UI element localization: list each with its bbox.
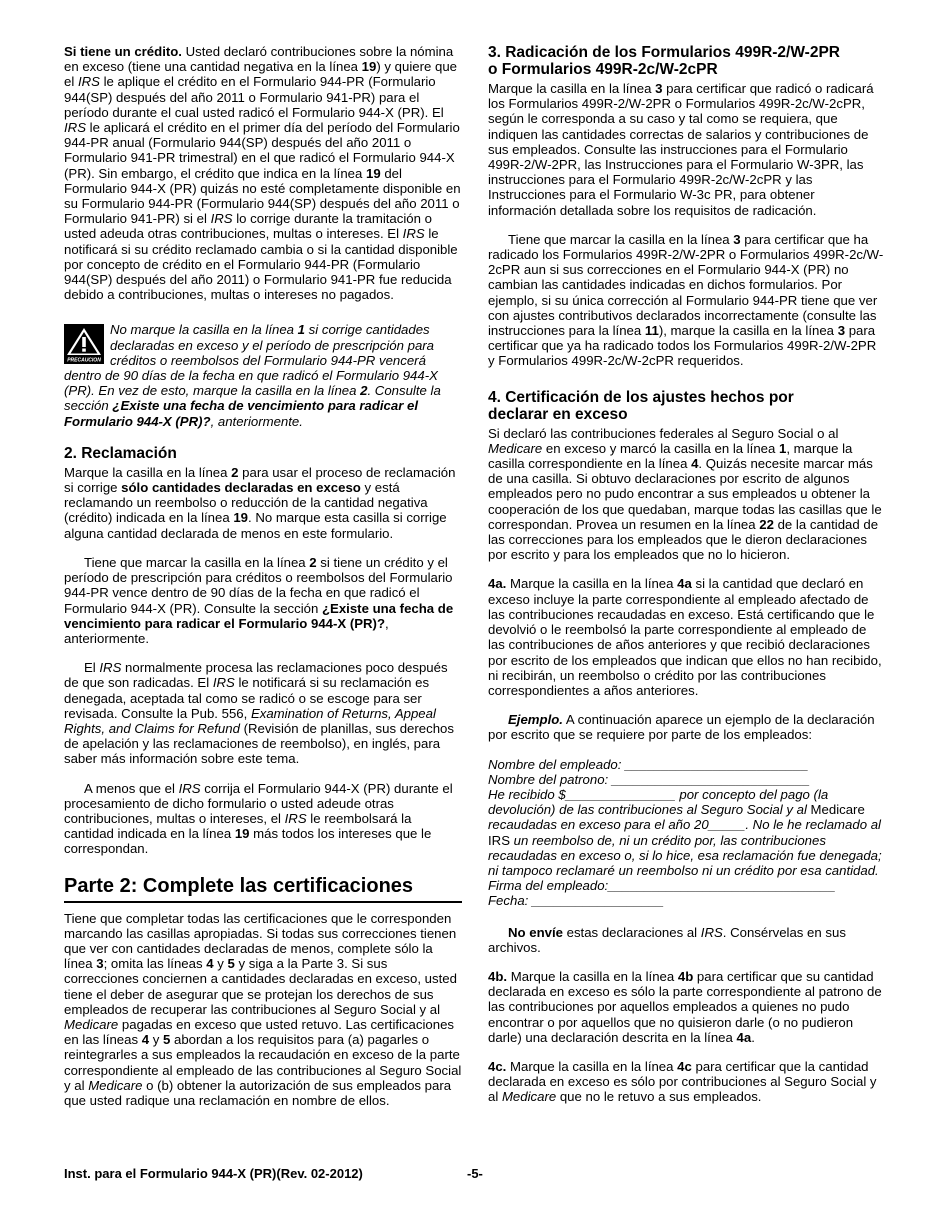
emphasis: No envíe: [508, 924, 563, 940]
line-ref: 4: [206, 956, 214, 972]
sample-line: Nombre del empleado: _________________________: [488, 756, 809, 772]
text: para usar el proceso de reclamación si corrige: [64, 464, 456, 496]
text: . Consérvelas en sus archivos.: [488, 924, 846, 955]
line-ref: 4a: [736, 1029, 752, 1045]
text: si corrige cantidades declaradas en exceso y el período de prescripción para créditos o reembolsos del Formulario 944-PR vencerá: [110, 322, 435, 368]
reclamacion-p1: [64, 465, 462, 541]
line-ref: 11: [644, 323, 659, 339]
text: recaudadas en exceso para el año 20_____. No le he reclamado al: [488, 817, 881, 833]
line-ref: 4b: [677, 968, 694, 984]
footer-doc-title: Inst. para el Formulario 944-X (PR)(Rev. 02-2012): [64, 1166, 363, 1181]
text: . Consulte la sección: [64, 383, 441, 414]
s4-p4b: [488, 969, 886, 1045]
s4-p4c: [488, 1059, 886, 1105]
text: El: [84, 660, 100, 676]
text: Usted declaró contribuciones sobre la nómina en exceso (tiene una cantidad negativa en la línea: [64, 44, 454, 75]
text: Marque la casilla en la línea: [506, 576, 678, 592]
line-ref: 2: [360, 383, 368, 399]
text: Marque la casilla en la línea: [488, 81, 656, 96]
text: del Formulario 944-X (PR) quizás no esté completamente disponible en su Formulario 944-PR (Formulario 944(SP) después del año 2011 o Formulario 941-PR) si el: [64, 165, 461, 227]
irs: IRS: [64, 120, 86, 136]
right-column: [488, 44, 886, 1119]
text: ) y quiere que el: [64, 59, 457, 90]
parte2-heading: Parte 2: Complete las certificaciones: [64, 875, 462, 903]
medicare: Medicare: [810, 802, 865, 818]
text: Tiene que marcar la casilla en la línea: [508, 231, 734, 247]
heading-line: declarar en exceso: [488, 405, 628, 423]
medicare: Medicare: [501, 1089, 557, 1105]
run-heading: 4c.: [488, 1058, 507, 1074]
sample-body: [488, 787, 886, 878]
text: corrija el Formulario 944-X (PR) durante el procesamiento de dicho formulario o usted adeude otras contribuciones, multas o intereses, el: [64, 780, 453, 826]
line-ref: 4a: [677, 576, 692, 592]
heading-line: o Formularios 499R-2c/W-2cPR: [488, 61, 718, 78]
line-ref: 2: [231, 464, 239, 480]
text: más todos los intereses que le correspondan.: [64, 826, 432, 857]
irs: IRS: [488, 832, 510, 848]
s3-p1: [488, 81, 886, 218]
text: , anteriormente.: [64, 615, 389, 646]
text: A menos que el: [84, 780, 179, 796]
text: ), marque la casilla en la línea: [658, 323, 838, 339]
line-ref: 19: [233, 510, 249, 526]
caution-warning-icon: [64, 324, 104, 364]
irs: IRS: [700, 924, 723, 940]
run-heading: Si tiene un crédito.: [64, 44, 182, 59]
text: . No marque esta casilla si corrige alguna cantidad declarada de menos en este formulario.: [64, 510, 447, 541]
irs: IRS: [77, 74, 100, 90]
medicare: Medicare: [64, 1016, 119, 1032]
sample-line: Firma del empleado:_______________________________: [488, 878, 836, 894]
text: Tiene que completar todas las certificaciones que le corresponden marcando las casillas apropiadas. Si todas sus correcciones tienen que ver con cantidades declaradas de menos, complete sólo la línea: [64, 910, 457, 972]
line-ref: 3: [837, 323, 846, 339]
line-ref: 1: [779, 440, 787, 456]
text: (Revisión de planillas, sus derechos de apelación y las reclamaciones de reembolso), en inglés, para saber más información sobre este tema.: [64, 720, 454, 767]
emphasis: sólo cantidades declaradas en exceso: [121, 480, 361, 496]
irs: IRS: [284, 810, 307, 826]
caution-icon-label: PRECAUCION: [67, 357, 101, 364]
s4-heading: [488, 389, 886, 423]
text: ; omita las líneas: [103, 956, 207, 972]
text: para certificar que la cantidad declarada en exceso es sólo por contribuciones al Seguro Social y al: [488, 1058, 877, 1105]
s3-p2: [488, 232, 886, 369]
text: Si declaró las contribuciones federales al Seguro Social o al: [488, 425, 839, 441]
text: lo corrige durante la tramitación o usted adeuda otras contribuciones, multas o intereses. El: [64, 211, 432, 242]
irs: IRS: [99, 660, 122, 676]
run-heading: 4b.: [488, 968, 508, 984]
s4-p4a: [488, 576, 886, 698]
sample-line: Nombre del patrono: ___________________________: [488, 771, 810, 787]
line-ref: 19: [366, 165, 381, 181]
text: le notificará si su crédito reclamado cambia o si la cantidad disponible por concepto de crédito en el Formulario 944-PR (Formulario 944(SP) después del año 2011) o Formulario 941-PR fue reducida debido a contribuciones, multas o intereses no pagados.: [64, 226, 458, 303]
heading-line: 4. Certificación de los ajustes hechos por: [488, 388, 794, 406]
line-ref: 2: [309, 554, 317, 570]
text: en exceso y marcó la casilla en la línea: [542, 440, 780, 456]
text: No marque la casilla en la línea: [110, 322, 298, 338]
s4-ejemplo: [488, 712, 886, 742]
left-column: [64, 44, 462, 1122]
text: , marque la casilla correspondiente en la línea: [488, 440, 853, 472]
text: si tiene un crédito y el período de prescripción para créditos o reembolsos del Formulario 944-PR vence dentro de 90 días de la fecha en que radicó el Formulario 944-X (PR). Consulte la sección: [64, 554, 453, 616]
irs: IRS: [402, 226, 425, 242]
text: He recibido $_______________ por concepto del pago (la devolución) de las contribuciones al Seguro Social y al: [488, 786, 829, 818]
medicare: Medicare: [488, 440, 543, 456]
text: para certificar que ha radicado los Formularios 499R-2/W-2PR o Formularios 499R-2c/W-2cPR aun si sus correcciones en el Formulario 944-X (PR) no cambian las cantidades indicadas en dichos formularios. Por ejemplo, si su única corrección al Formulario 944-PR tiene que ver con ajustes contributivos declarados incorrectamente (consulte las instrucciones para la línea: [488, 231, 884, 339]
text: Marque la casilla en la línea: [507, 968, 678, 984]
page-footer: [64, 1166, 886, 1181]
parte2-p1: [64, 911, 462, 1109]
line-ref: 19: [234, 826, 250, 842]
text: de la cantidad de las correcciones para los empleados que le dieron declaraciones por escrito y para los empleados que no lo hicieron.: [488, 516, 879, 563]
section-ref: ¿Existe una fecha de vencimiento para radicar el Formulario 944-X (PR)?: [64, 600, 454, 631]
line-ref: 3: [655, 81, 663, 96]
line-ref: 3: [733, 231, 741, 247]
text: para certificar que radicó o radicará los Formularios 499R-2/W-2PR o Formularios 499R-2c/W-2cPR, según le corresponda a su caso y tal como se requiera, que indiquen las cantidades correctas de salarios y contribuciones de sus empleados. Consulte las instrucciones para el Formulario 499R-2/W-2PR, las Instrucciones para el Formulario W-3PR, las instrucciones para el Formulario 499R-2c/W-2cPR y las Instrucciones para el Formulario W-3c PR, para obtener información detallada sobre los requisitos de radicación.: [488, 81, 874, 218]
line-ref: 5: [162, 1032, 171, 1048]
text: y: [213, 956, 228, 972]
heading-line: 3. Radicación de los Formularios 499R-2/W-2PR: [488, 44, 840, 61]
irs: IRS: [178, 780, 201, 796]
text: pagadas en exceso que usted retuvo. Las certificaciones en las líneas: [64, 1016, 455, 1048]
line-ref: 1: [297, 322, 306, 338]
text: Tiene que marcar la casilla en la línea: [84, 554, 310, 570]
page-number: -5-: [467, 1166, 483, 1181]
text: para certificar que su cantidad declarada en exceso es sólo la parte correspondiente al patrono de las contribuciones por aquellos empleados a quienes no pudo encontrar o por aquellos que no quisieron darle (o no pudieron darle) una declaración descrita en la línea: [488, 968, 882, 1045]
text: que no le retuvo a sus empleados.: [556, 1089, 762, 1105]
text: Marque la casilla en la línea: [64, 464, 232, 480]
line-ref: 5: [227, 956, 235, 972]
text: , anteriormente.: [210, 413, 303, 429]
line-ref: 4: [691, 456, 699, 472]
text: .: [751, 1029, 755, 1045]
run-heading: 4a.: [488, 576, 507, 592]
s4-no-envie: [488, 925, 886, 955]
text: y siga a la Parte 3. Si sus correcciones conciernen a cantidades declaradas en exceso, usted tiene el deber de asegurar que se protejan los derechos de sus empleados de recuperar las contribuciones al Seguro Social y al: [64, 956, 457, 1017]
irs: IRS: [210, 211, 233, 227]
text: un reembolso de, ni un crédito por, las contribuciones recaudadas en exceso o, si lo hice, esa reclamación fue denegada; ni tampoco reclamaré un reembolso ni un crédito por esa cantidad.: [488, 832, 882, 878]
text: estas declaraciones al: [562, 924, 701, 940]
text: normalmente procesa las reclamaciones poco después de que son radicadas. El: [64, 660, 448, 691]
text: para certificar que ya ha radicado todos los Formularios 499R-2/W-2PR y Formularios 499R-2c/W-2cPR requeridos.: [488, 323, 877, 369]
medicare: Medicare: [88, 1077, 143, 1093]
line-ref: 19: [361, 59, 377, 75]
s3-heading: [488, 44, 886, 78]
reclamacion-p2: [64, 555, 462, 646]
pub-title: Examination of Returns, Appeal Rights, and Claims for Refund: [64, 705, 436, 736]
text: . Quizás necesite marcar más de una casilla. Si obtuvo declaraciones por escrito de algunos empleados pero no pudo encontrar a sus empleados u obtener la cooperación de los que quedaban, marque todas las casillas que le correspondan. Provea un resumen en la línea: [488, 456, 882, 532]
text: Marque la casilla en la línea: [506, 1058, 678, 1074]
caution-first: [110, 322, 462, 368]
sample-line: Fecha: __________________: [488, 893, 664, 909]
sample-statement: [488, 757, 886, 909]
line-ref: 4c: [677, 1058, 692, 1074]
text: y: [149, 1032, 163, 1048]
text: le aplicará el crédito en el primer día del período del Formulario 944-PR anual (Formulario 944(SP) después del año 2011 o Formulario 941-PR trimestral) en el que radicó el Formulario 944-X (PR). Sin embargo, el crédito que indica en la línea: [64, 120, 460, 181]
caution-note: [64, 322, 462, 428]
section-ref: ¿Existe una fecha de vencimiento para radicar el Formulario 944-X (PR)?: [64, 398, 419, 429]
text: le aplique el crédito en el Formulario 944-PR (Formulario 944(SP) después del año 2011 o Formulario 941-PR) para el período durante el cual usted radicó el Formulario 944-X (PR). El: [64, 74, 444, 120]
text: si la cantidad que declaró en exceso incluye la parte correspondiente al empleado afectado de las contribuciones recaudadas en exceso. Está certificando que le devolvió o le reembolsó la parte correspondiente al empleado de las contribuciones de años anteriores y que recibió declaraciones por escrito de los empleados que indican que ellos no han recibido, ni recibirán, un reembolso o crédito por las contribuciones correspondientes a años anteriores.: [488, 576, 882, 698]
text: y está reclamando un reembolso o reducción de la cantidad negativa (crédito) indicada en la línea: [64, 480, 428, 526]
irs: IRS: [212, 675, 235, 691]
text: A continuación aparece un ejemplo de la declaración por escrito que se requiere por parte de los empleados:: [488, 712, 875, 743]
line-ref: 4: [141, 1032, 150, 1048]
run-heading: Ejemplo.: [508, 712, 563, 728]
s4-p1: [488, 426, 886, 563]
reclamacion-p3: [64, 660, 462, 766]
reclamacion-heading: 2. Reclamación: [64, 444, 177, 462]
line-ref: 3: [96, 956, 104, 972]
reclamacion-p4: [64, 781, 462, 857]
text: dentro de 90 días de la fecha en que radicó el Formulario 944-X (PR). En vez de esto, marque la casilla en la línea: [64, 368, 438, 399]
caution-rest: [64, 368, 462, 429]
text: o (b) obtener la autorización de sus empleados para que usted radique una reclamación en nombre de ellos.: [64, 1077, 452, 1108]
text: abordan a los requisitos para (a) pagarles o reintegrarles a sus empleados la recaudación en exceso de la parte correspondiente al empleado de las contribuciones al Seguro Social y al: [64, 1032, 462, 1093]
text: le reembolsará la cantidad indicada en la línea: [64, 810, 412, 842]
text: le notificará si su reclamación es denegada, aceptada tal como se radicó o se escoge para ser revisada. Consulte la Pub. 556,: [64, 675, 430, 721]
credit-paragraph: [64, 44, 462, 302]
line-ref: 22: [759, 516, 774, 532]
